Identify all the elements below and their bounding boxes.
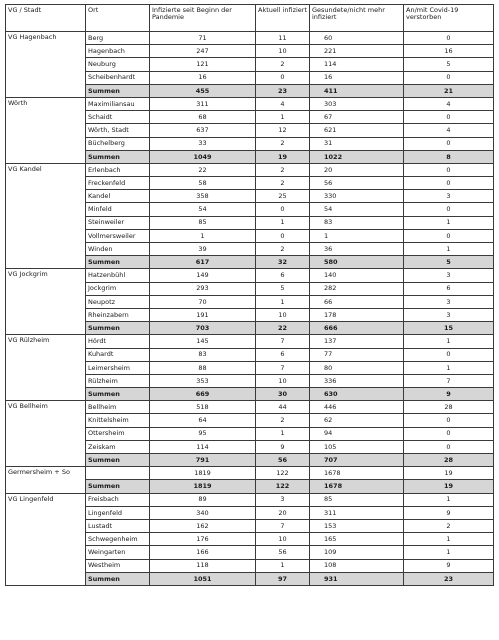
- ort-cell: Jockgrim: [86, 282, 150, 295]
- genesen-cell: 67: [310, 111, 404, 124]
- ort-cell: Vollmersweiler: [86, 229, 150, 242]
- infizierte-cell: 85: [150, 216, 256, 229]
- infizierte-cell: 176: [150, 533, 256, 546]
- infizierte-cell: 340: [150, 506, 256, 519]
- ort-cell: Schaidt: [86, 111, 150, 124]
- verstorben-cell: 3: [404, 308, 494, 321]
- ort-cell: Minfeld: [86, 203, 150, 216]
- summen-label-cell: Summen: [86, 388, 150, 401]
- infizierte-cell: 33: [150, 137, 256, 150]
- header-infizierte: Infizierte seit Beginn der Pandemie: [150, 5, 256, 32]
- aktuell-cell: 2: [256, 137, 310, 150]
- verstorben-cell: 19: [404, 467, 494, 480]
- summen-genesen-cell: 931: [310, 572, 404, 585]
- summen-verstorben-cell: 19: [404, 480, 494, 493]
- verstorben-cell: 2: [404, 519, 494, 532]
- summen-infizierte-cell: 1049: [150, 150, 256, 163]
- ort-cell: Hagenbach: [86, 45, 150, 58]
- group-name-cell: Wörth: [6, 97, 86, 163]
- aktuell-cell: 7: [256, 519, 310, 532]
- verstorben-cell: 0: [404, 440, 494, 453]
- genesen-cell: 77: [310, 348, 404, 361]
- table-row: [6, 493, 494, 506]
- verstorben-cell: 1: [404, 361, 494, 374]
- ort-cell: Schwegenheim: [86, 533, 150, 546]
- summen-infizierte-cell: 1819: [150, 480, 256, 493]
- ort-cell: Erlenbach: [86, 163, 150, 176]
- summen-label-cell: Summen: [86, 322, 150, 335]
- ort-cell: Büchelberg: [86, 137, 150, 150]
- ort-cell: [86, 467, 150, 480]
- summen-aktuell-cell: 19: [256, 150, 310, 163]
- genesen-cell: 105: [310, 440, 404, 453]
- ort-cell: Leimersheim: [86, 361, 150, 374]
- genesen-cell: 1: [310, 229, 404, 242]
- aktuell-cell: 6: [256, 348, 310, 361]
- infizierte-cell: 39: [150, 243, 256, 256]
- group-name-cell: VG Hagenbach: [6, 32, 86, 98]
- summen-label-cell: Summen: [86, 84, 150, 97]
- aktuell-cell: 10: [256, 45, 310, 58]
- summen-label-cell: Summen: [86, 454, 150, 467]
- genesen-cell: 303: [310, 97, 404, 110]
- genesen-cell: 94: [310, 427, 404, 440]
- group-name-cell: VG Jockgrim: [6, 269, 86, 335]
- verstorben-cell: 4: [404, 124, 494, 137]
- aktuell-cell: 0: [256, 229, 310, 242]
- verstorben-cell: 3: [404, 295, 494, 308]
- summen-infizierte-cell: 703: [150, 322, 256, 335]
- infizierte-cell: 58: [150, 177, 256, 190]
- summen-aktuell-cell: 97: [256, 572, 310, 585]
- infizierte-cell: 114: [150, 440, 256, 453]
- ort-cell: Freisbach: [86, 493, 150, 506]
- verstorben-cell: 9: [404, 559, 494, 572]
- aktuell-cell: 0: [256, 71, 310, 84]
- ort-cell: Lustadt: [86, 519, 150, 532]
- infizierte-cell: 145: [150, 335, 256, 348]
- table-body: [6, 32, 494, 586]
- header-ort: Ort: [86, 5, 150, 32]
- verstorben-cell: 16: [404, 45, 494, 58]
- header-aktuell: Aktuell infiziert: [256, 5, 310, 32]
- aktuell-cell: 1: [256, 559, 310, 572]
- summen-infizierte-cell: 1051: [150, 572, 256, 585]
- genesen-cell: 85: [310, 493, 404, 506]
- genesen-cell: 165: [310, 533, 404, 546]
- summen-genesen-cell: 666: [310, 322, 404, 335]
- table-row: [6, 269, 494, 282]
- header-verstorben: An/mit Covid-19 verstorben: [404, 5, 494, 32]
- ort-cell: Weingarten: [86, 546, 150, 559]
- verstorben-cell: 0: [404, 32, 494, 45]
- aktuell-cell: 1: [256, 111, 310, 124]
- infizierte-cell: 162: [150, 519, 256, 532]
- infizierte-cell: 89: [150, 493, 256, 506]
- aktuell-cell: 1: [256, 216, 310, 229]
- summen-label-cell: Summen: [86, 572, 150, 585]
- ort-cell: Knittelsheim: [86, 414, 150, 427]
- genesen-cell: 114: [310, 58, 404, 71]
- verstorben-cell: 0: [404, 111, 494, 124]
- table-row: [6, 335, 494, 348]
- genesen-cell: 282: [310, 282, 404, 295]
- verstorben-cell: 1: [404, 243, 494, 256]
- genesen-cell: 36: [310, 243, 404, 256]
- ort-cell: Berg: [86, 32, 150, 45]
- genesen-cell: 62: [310, 414, 404, 427]
- summen-verstorben-cell: 8: [404, 150, 494, 163]
- genesen-cell: 336: [310, 374, 404, 387]
- summen-genesen-cell: 580: [310, 256, 404, 269]
- aktuell-cell: 2: [256, 177, 310, 190]
- header-vg: VG / Stadt: [6, 5, 86, 32]
- genesen-cell: 54: [310, 203, 404, 216]
- ort-cell: Bellheim: [86, 401, 150, 414]
- group-name-cell: Germersheim + So: [6, 467, 86, 493]
- verstorben-cell: 1: [404, 335, 494, 348]
- table-row: [6, 401, 494, 414]
- verstorben-cell: 1: [404, 216, 494, 229]
- aktuell-cell: 7: [256, 335, 310, 348]
- genesen-cell: 80: [310, 361, 404, 374]
- genesen-cell: 330: [310, 190, 404, 203]
- summen-genesen-cell: 707: [310, 454, 404, 467]
- summen-label-cell: Summen: [86, 480, 150, 493]
- infizierte-cell: 83: [150, 348, 256, 361]
- summen-genesen-cell: 411: [310, 84, 404, 97]
- summen-genesen-cell: 630: [310, 388, 404, 401]
- aktuell-cell: 2: [256, 58, 310, 71]
- aktuell-cell: 1: [256, 295, 310, 308]
- summen-aktuell-cell: 122: [256, 480, 310, 493]
- ort-cell: Maximiliansau: [86, 97, 150, 110]
- verstorben-cell: 0: [404, 229, 494, 242]
- verstorben-cell: 3: [404, 269, 494, 282]
- genesen-cell: 178: [310, 308, 404, 321]
- genesen-cell: 108: [310, 559, 404, 572]
- genesen-cell: 221: [310, 45, 404, 58]
- verstorben-cell: 9: [404, 506, 494, 519]
- verstorben-cell: 4: [404, 97, 494, 110]
- infizierte-cell: 54: [150, 203, 256, 216]
- aktuell-cell: 44: [256, 401, 310, 414]
- infizierte-cell: 149: [150, 269, 256, 282]
- verstorben-cell: 1: [404, 493, 494, 506]
- infizierte-cell: 88: [150, 361, 256, 374]
- summen-verstorben-cell: 9: [404, 388, 494, 401]
- ort-cell: Wörth, Stadt: [86, 124, 150, 137]
- ort-cell: Neuburg: [86, 58, 150, 71]
- infizierte-cell: 1: [150, 229, 256, 242]
- verstorben-cell: 0: [404, 137, 494, 150]
- aktuell-cell: 11: [256, 32, 310, 45]
- genesen-cell: 66: [310, 295, 404, 308]
- aktuell-cell: 1: [256, 427, 310, 440]
- genesen-cell: 31: [310, 137, 404, 150]
- infizierte-cell: 191: [150, 308, 256, 321]
- aktuell-cell: 5: [256, 282, 310, 295]
- verstorben-cell: 7: [404, 374, 494, 387]
- genesen-cell: 446: [310, 401, 404, 414]
- aktuell-cell: 2: [256, 243, 310, 256]
- ort-cell: Rülzheim: [86, 374, 150, 387]
- group-name-cell: VG Lingenfeld: [6, 493, 86, 585]
- infizierte-cell: 353: [150, 374, 256, 387]
- ort-cell: Lingenfeld: [86, 506, 150, 519]
- ort-cell: Steinweiler: [86, 216, 150, 229]
- summen-infizierte-cell: 669: [150, 388, 256, 401]
- ort-cell: Kuhardt: [86, 348, 150, 361]
- infizierte-cell: 95: [150, 427, 256, 440]
- summen-infizierte-cell: 791: [150, 454, 256, 467]
- summen-genesen-cell: 1678: [310, 480, 404, 493]
- ort-cell: Hördt: [86, 335, 150, 348]
- summen-genesen-cell: 1022: [310, 150, 404, 163]
- aktuell-cell: 10: [256, 308, 310, 321]
- aktuell-cell: 3: [256, 493, 310, 506]
- ort-cell: Ottersheim: [86, 427, 150, 440]
- infizierte-cell: 1819: [150, 467, 256, 480]
- aktuell-cell: 10: [256, 533, 310, 546]
- infizierte-cell: 311: [150, 97, 256, 110]
- genesen-cell: 56: [310, 177, 404, 190]
- ort-cell: Neupotz: [86, 295, 150, 308]
- ort-cell: Kandel: [86, 190, 150, 203]
- ort-cell: Scheibenhardt: [86, 71, 150, 84]
- infizierte-cell: 293: [150, 282, 256, 295]
- ort-cell: Westheim: [86, 559, 150, 572]
- summen-label-cell: Summen: [86, 256, 150, 269]
- genesen-cell: 83: [310, 216, 404, 229]
- aktuell-cell: 2: [256, 163, 310, 176]
- table-row: [6, 467, 494, 480]
- infizierte-cell: 247: [150, 45, 256, 58]
- aktuell-cell: 12: [256, 124, 310, 137]
- header-genesen: Gesundete/nicht mehr infiziert: [310, 5, 404, 32]
- summen-aktuell-cell: 32: [256, 256, 310, 269]
- infizierte-cell: 118: [150, 559, 256, 572]
- summen-aktuell-cell: 23: [256, 84, 310, 97]
- verstorben-cell: 0: [404, 348, 494, 361]
- covid-cases-table: [5, 4, 494, 586]
- genesen-cell: 311: [310, 506, 404, 519]
- verstorben-cell: 0: [404, 203, 494, 216]
- infizierte-cell: 637: [150, 124, 256, 137]
- aktuell-cell: 4: [256, 97, 310, 110]
- group-name-cell: VG Kandel: [6, 163, 86, 269]
- infizierte-cell: 16: [150, 71, 256, 84]
- infizierte-cell: 71: [150, 32, 256, 45]
- summen-aktuell-cell: 22: [256, 322, 310, 335]
- verstorben-cell: 1: [404, 533, 494, 546]
- genesen-cell: 137: [310, 335, 404, 348]
- verstorben-cell: 0: [404, 414, 494, 427]
- verstorben-cell: 5: [404, 58, 494, 71]
- header-row: [6, 5, 494, 32]
- table-row: [6, 32, 494, 45]
- summen-infizierte-cell: 617: [150, 256, 256, 269]
- genesen-cell: 153: [310, 519, 404, 532]
- aktuell-cell: 0: [256, 203, 310, 216]
- summen-label-cell: Summen: [86, 150, 150, 163]
- aktuell-cell: 2: [256, 414, 310, 427]
- verstorben-cell: 6: [404, 282, 494, 295]
- verstorben-cell: 1: [404, 546, 494, 559]
- summen-verstorben-cell: 23: [404, 572, 494, 585]
- summen-aktuell-cell: 56: [256, 454, 310, 467]
- genesen-cell: 140: [310, 269, 404, 282]
- infizierte-cell: 70: [150, 295, 256, 308]
- ort-cell: Zeiskam: [86, 440, 150, 453]
- aktuell-cell: 9: [256, 440, 310, 453]
- aktuell-cell: 25: [256, 190, 310, 203]
- genesen-cell: 109: [310, 546, 404, 559]
- verstorben-cell: 0: [404, 177, 494, 190]
- aktuell-cell: 10: [256, 374, 310, 387]
- genesen-cell: 20: [310, 163, 404, 176]
- summen-verstorben-cell: 28: [404, 454, 494, 467]
- ort-cell: Freckenfeld: [86, 177, 150, 190]
- summen-verstorben-cell: 15: [404, 322, 494, 335]
- aktuell-cell: 56: [256, 546, 310, 559]
- ort-cell: Rheinzabern: [86, 308, 150, 321]
- genesen-cell: 60: [310, 32, 404, 45]
- summen-verstorben-cell: 21: [404, 84, 494, 97]
- ort-cell: Winden: [86, 243, 150, 256]
- summen-infizierte-cell: 455: [150, 84, 256, 97]
- infizierte-cell: 166: [150, 546, 256, 559]
- infizierte-cell: 22: [150, 163, 256, 176]
- aktuell-cell: 122: [256, 467, 310, 480]
- genesen-cell: 1678: [310, 467, 404, 480]
- verstorben-cell: 28: [404, 401, 494, 414]
- summen-verstorben-cell: 5: [404, 256, 494, 269]
- verstorben-cell: 0: [404, 427, 494, 440]
- infizierte-cell: 518: [150, 401, 256, 414]
- summen-aktuell-cell: 30: [256, 388, 310, 401]
- ort-cell: Hatzenbühl: [86, 269, 150, 282]
- genesen-cell: 16: [310, 71, 404, 84]
- genesen-cell: 621: [310, 124, 404, 137]
- table-row: [6, 97, 494, 110]
- aktuell-cell: 20: [256, 506, 310, 519]
- infizierte-cell: 121: [150, 58, 256, 71]
- aktuell-cell: 6: [256, 269, 310, 282]
- infizierte-cell: 68: [150, 111, 256, 124]
- verstorben-cell: 0: [404, 163, 494, 176]
- table-row: [6, 163, 494, 176]
- group-name-cell: VG Bellheim: [6, 401, 86, 467]
- verstorben-cell: 3: [404, 190, 494, 203]
- verstorben-cell: 0: [404, 71, 494, 84]
- infizierte-cell: 64: [150, 414, 256, 427]
- aktuell-cell: 7: [256, 361, 310, 374]
- group-name-cell: VG Rülzheim: [6, 335, 86, 401]
- infizierte-cell: 358: [150, 190, 256, 203]
